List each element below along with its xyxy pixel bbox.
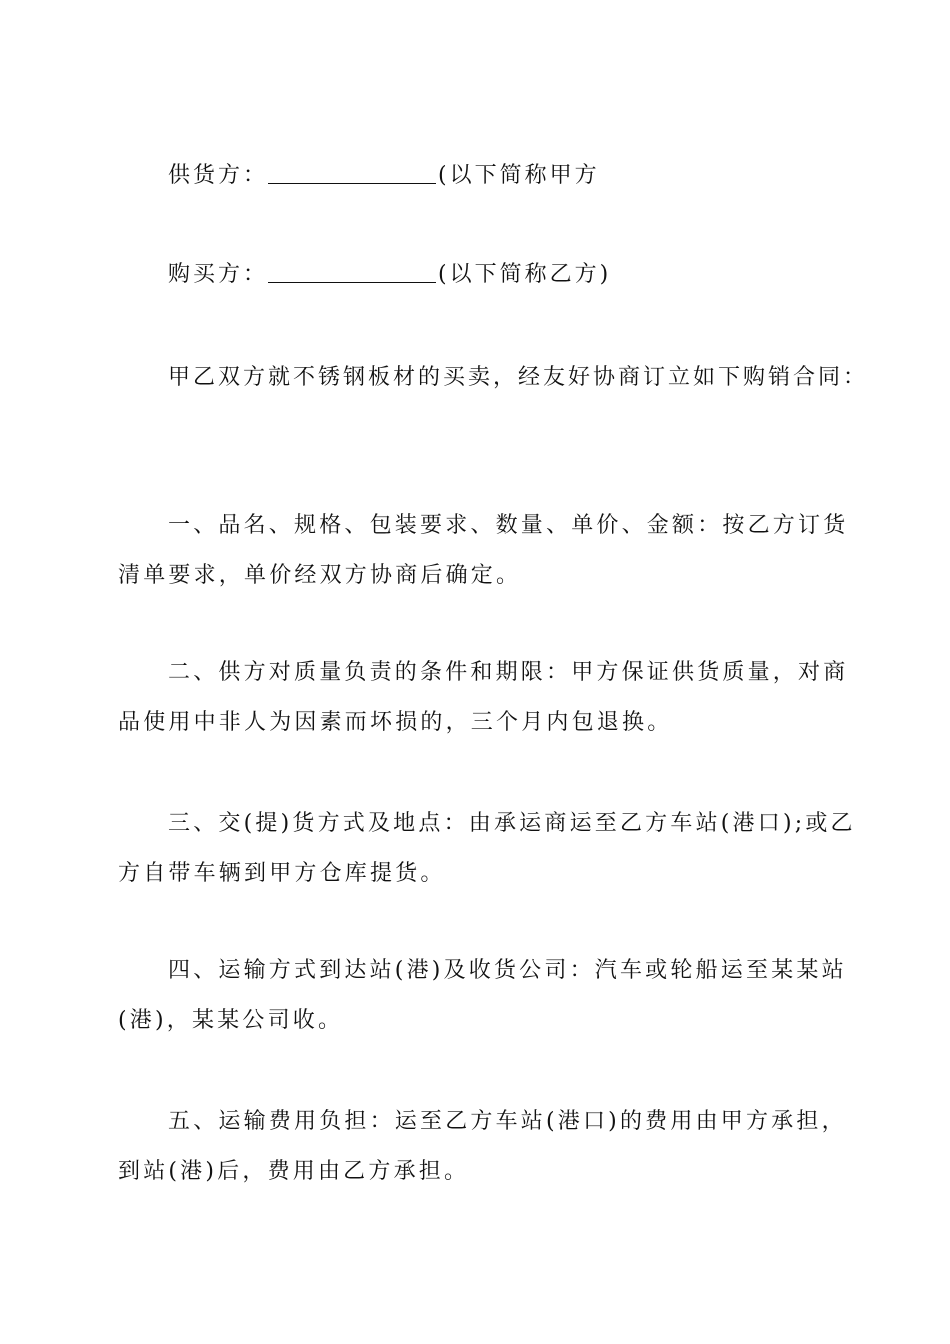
clause-3-line-2: 方自带车辆到甲方仓库提货。 bbox=[118, 861, 446, 886]
buyer-label: 购买方： bbox=[168, 262, 269, 287]
clause-2-line-1: 二、供方对质量负责的条件和期限：甲方保证供货质量，对商 bbox=[168, 660, 849, 685]
clause-1-line-1: 一、品名、规格、包装要求、数量、单价、金额：按乙方订货 bbox=[168, 513, 849, 538]
clause-1 bbox=[118, 501, 849, 601]
clause-4-line-2: (港)，某某公司收。 bbox=[118, 1008, 344, 1033]
clause-2 bbox=[118, 648, 849, 748]
supplier-line bbox=[118, 152, 883, 200]
clause-4 bbox=[118, 946, 847, 1046]
supplier-suffix: (以下简称甲方 bbox=[438, 163, 600, 188]
clause-5-line-1: 五、运输费用负担：运至乙方车站(港口)的费用由甲方承担， bbox=[168, 1109, 847, 1134]
buyer-line bbox=[118, 251, 883, 299]
intro-text: 甲乙双方就不锈钢板材的买卖，经友好协商订立如下购销合同： bbox=[168, 365, 869, 390]
clause-3 bbox=[118, 799, 856, 899]
intro-line bbox=[118, 354, 883, 402]
clause-4-line-1: 四、运输方式到达站(港)及收货公司：汽车或轮船运至某某站 bbox=[168, 958, 847, 983]
clause-5-line-2: 到站(港)后，费用由乙方承担。 bbox=[118, 1159, 470, 1184]
supplier-label: 供货方： bbox=[168, 163, 269, 188]
clause-3-line-1: 三、交(提)货方式及地点：由承运商运至乙方车站(港口);或乙 bbox=[168, 811, 856, 836]
clause-2-line-2: 品使用中非人为因素而坏损的，三个月内包退换。 bbox=[118, 710, 673, 735]
buyer-blank bbox=[268, 260, 436, 283]
supplier-blank bbox=[268, 161, 436, 184]
clause-1-line-2: 清单要求，单价经双方协商后确定。 bbox=[118, 563, 522, 588]
clause-5 bbox=[118, 1097, 847, 1197]
buyer-suffix: (以下简称乙方) bbox=[438, 262, 612, 287]
